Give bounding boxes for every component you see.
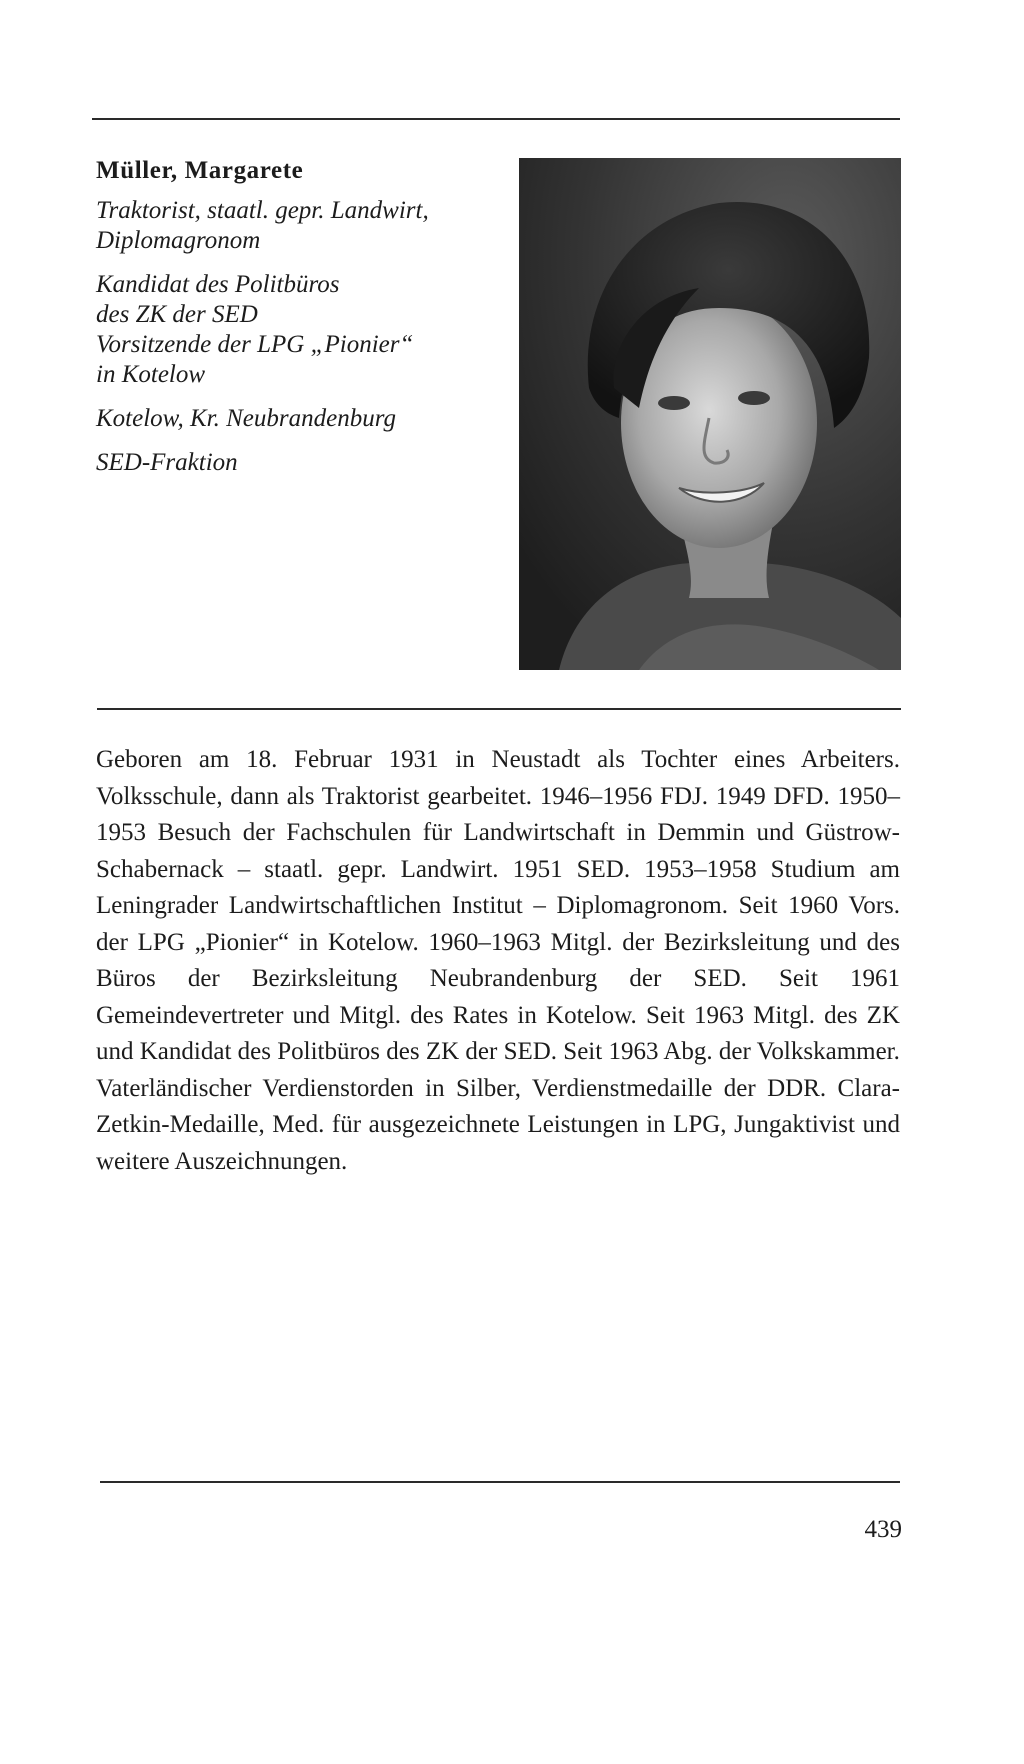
- occupation-line: Traktorist, staatl. gepr. Landwirt,: [96, 197, 429, 224]
- top-divider: [92, 118, 900, 120]
- bottom-divider: [100, 1481, 900, 1483]
- party-function-line-cont: des ZK der SED: [96, 301, 258, 328]
- residence-line: Kotelow, Kr. Neubrandenburg: [96, 405, 397, 432]
- person-details: [96, 196, 486, 478]
- person-name: Müller, Margarete: [96, 157, 304, 184]
- party-function-line: Kandidat des Politbüros: [96, 271, 340, 298]
- occupation-line-cont: Diplomagronom: [96, 227, 261, 254]
- biography-paragraph: Geboren am 18. Februar 1931 in Neustadt als Tochter eines Arbeiters. Volksschule, dann als Traktorist gearbeitet. 1946–1956 FDJ. 1949 DFD. 1950–1953 Besuch der Fachschulen für Landwirtschaft in Demmin und Güstrow-Schabernack – staatl. gepr. Landwirt. 1951 SED. 1953–1958 Studium am Leningrader Landwirtschaftlichen Institut – Diplomagronom. Seit 1960 Vors. der LPG „Pionier“ in Kotelow. 1960–1963 Mitgl. der Bezirksleitung und des Büros der Bezirksleitung Neubrandenburg der SED. Seit 1961 Gemeindevertreter und Mitgl. des Rates in Kotelow. Seit 1963 Mitgl. des ZK und Kandidat des Politbüros des ZK der SED. Seit 1963 Abg. der Volkskammer.: [96, 746, 900, 1065]
- portrait-photo: [519, 158, 901, 670]
- faction-line: SED-Fraktion: [96, 449, 238, 476]
- middle-divider: [97, 708, 901, 710]
- page-number: 439: [864, 1516, 902, 1543]
- portrait-photo-icon: [519, 158, 901, 670]
- biography-section: [96, 742, 900, 1180]
- position-line-cont: in Kotelow: [96, 361, 206, 388]
- awards-paragraph: Vaterländischer Verdienstorden in Silber, Verdienstmedaille der DDR. Clara-Zetkin-Medaille, Med. für ausgezeichnete Leistungen in LPG, Jungaktivist und weitere Auszeichnungen.: [96, 1074, 900, 1175]
- position-line: Vorsitzende der LPG „Pionier“: [96, 331, 414, 358]
